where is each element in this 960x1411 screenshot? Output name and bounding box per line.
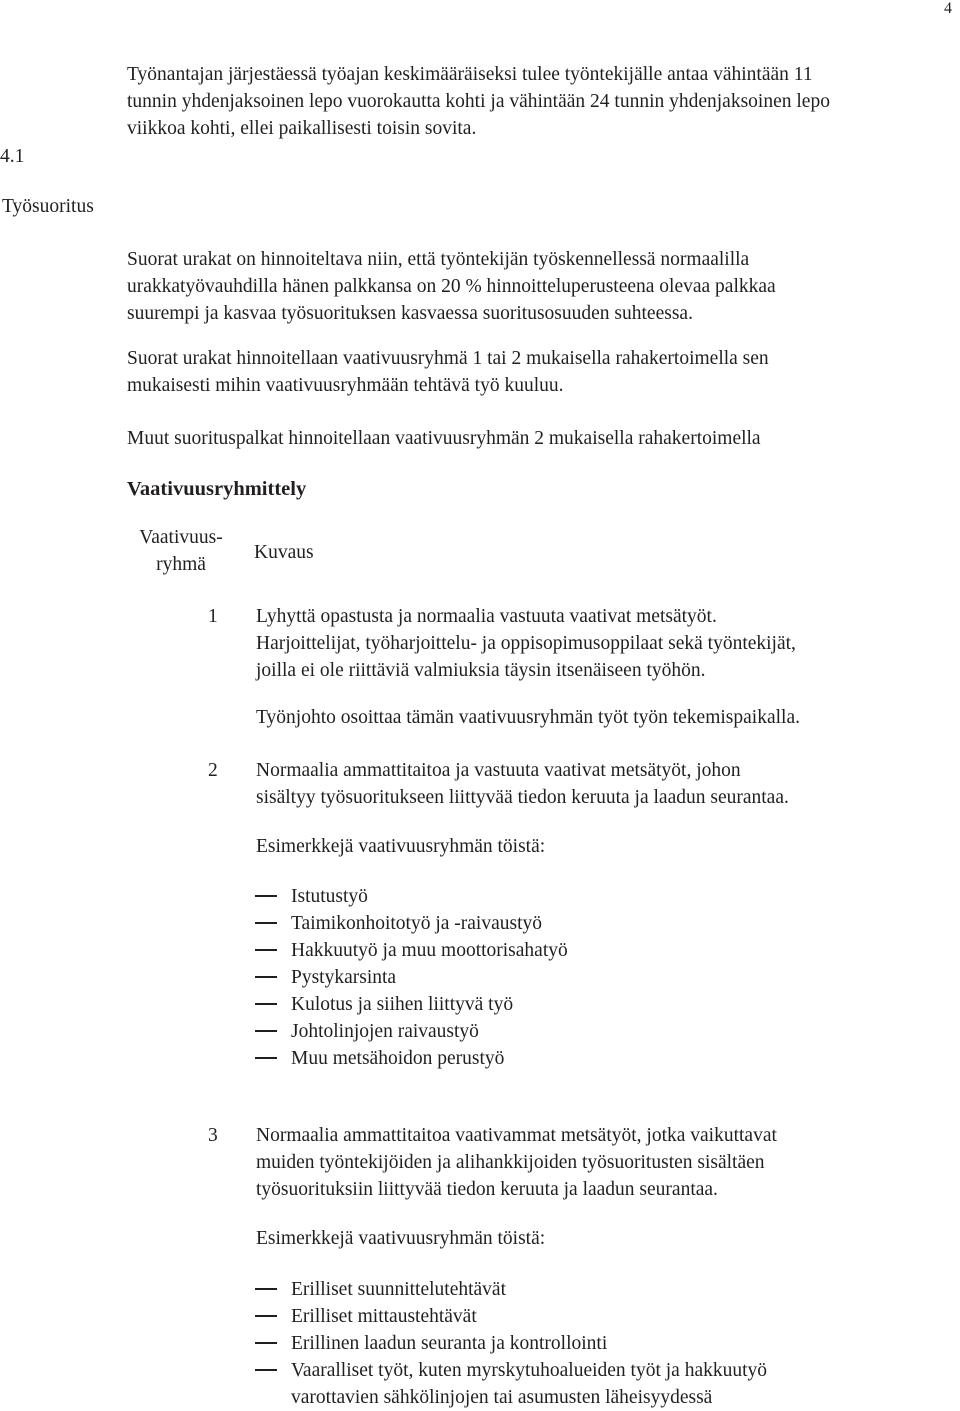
text-line: viikkoa kohti, ellei paikallisesti toisin sovita.: [127, 118, 477, 139]
group-note: Työnjohto osoittaa tämän vaativuusryhmän työt työn tekemispaikalla.: [256, 707, 800, 728]
examples-label: Esimerkkejä vaativuusryhmän töistä:: [256, 836, 546, 857]
list-item: Erillinen laadun seuranta ja kontrollointi: [255, 1330, 767, 1357]
column-header-group-line: ryhmä: [156, 554, 206, 575]
page-number: 4: [944, 0, 952, 17]
paragraph-pricing: [127, 345, 927, 399]
group-description: [256, 757, 936, 811]
list-item: Istutustyö: [255, 883, 568, 910]
list-item: Erilliset suunnittelutehtävät: [255, 1276, 767, 1303]
text-line: Suorat urakat hinnoitellaan vaativuusryhmä 1 tai 2 mukaisella rahakertoimella sen: [127, 348, 769, 369]
list-item: Pystykarsinta: [255, 964, 568, 991]
text-line: Normaalia ammattitaitoa vaativammat metsätyöt, jotka vaikuttavat: [256, 1125, 777, 1146]
intro-paragraph: [127, 61, 927, 142]
list-item: Johtolinjojen raivaustyö: [255, 1018, 568, 1045]
group-description: [256, 1122, 936, 1203]
list-item: Erilliset mittaustehtävät: [255, 1303, 767, 1330]
grouping-heading: Vaativuusryhmittely: [127, 478, 307, 500]
text-line: Muut suorituspalkat hinnoitellaan vaativuusryhmän 2 mukaisella rahakertoimella: [127, 428, 761, 449]
group-description: [256, 603, 936, 684]
text-line: Normaalia ammattitaitoa ja vastuuta vaativat metsätyöt, johon: [256, 760, 741, 781]
list-item: Muu metsähoidon perustyö: [255, 1045, 568, 1072]
text-line: työsuorituksiin liittyvää tiedon keruuta ja laadun seurantaa.: [256, 1179, 718, 1200]
text-line: joilla ei ole riittäviä valmiuksia täysin itsenäiseen työhön.: [256, 660, 706, 681]
text-line: mukaisesti mihin vaativuusryhmään tehtävä työ kuuluu.: [127, 375, 564, 396]
text-line: suurempi ja kasvaa työsuorituksen kasvaessa suoritusosuuden suhteessa.: [127, 303, 693, 324]
text-line: urakkatyövauhdilla hänen palkkansa on 20 % hinnoitteluperusteena olevaa palkkaa: [127, 276, 776, 297]
list-item-continuation: varottavien sähkölinjojen tai asumusten läheisyydessä: [291, 1387, 713, 1408]
group-number: 2: [208, 760, 218, 781]
section-title: Työsuoritus: [2, 196, 94, 217]
column-header-group: [131, 524, 231, 578]
text-line: muiden työntekijöiden ja alihankkijoiden työsuoritusten sisältäen: [256, 1152, 765, 1173]
text-line: tunnin yhdenjaksoinen lepo vuorokautta kohti ja vähintään 24 tunnin yhdenjaksoinen lepo: [127, 91, 830, 112]
examples-list: [255, 1276, 767, 1411]
column-header-group-line: Vaativuus-: [139, 527, 223, 548]
examples-list: [255, 883, 568, 1072]
group-number: 3: [208, 1125, 218, 1146]
paragraph-other-pay: [127, 425, 927, 452]
group-number: 1: [208, 606, 218, 627]
text-line: Lyhyttä opastusta ja normaalia vastuuta vaativat metsätyöt.: [256, 606, 717, 627]
section-number: 4.1: [0, 146, 25, 167]
list-item: Kulotus ja siihen liittyvä työ: [255, 991, 568, 1018]
list-item: Vaaralliset työt, kuten myrskytuhoalueiden työt ja hakkuutyö: [255, 1357, 767, 1384]
paragraph-piecework: [127, 246, 927, 327]
text-line: sisältyy työsuoritukseen liittyvää tiedon keruuta ja laadun seurantaa.: [256, 787, 789, 808]
column-header-description: Kuvaus: [254, 542, 314, 563]
list-item: Hakkuutyö ja muu moottorisahatyö: [255, 937, 568, 964]
text-line: Suorat urakat on hinnoiteltava niin, että työntekijän työskennellessä normaalilla: [127, 249, 750, 270]
list-item: Taimikonhoitotyö ja -raivaustyö: [255, 910, 568, 937]
text-line: Harjoittelijat, työharjoittelu- ja oppisopimusoppilaat sekä työntekijät,: [256, 633, 796, 654]
text-line: Työnantajan järjestäessä työajan keskimääräiseksi tulee työntekijälle antaa vähintään 11: [127, 64, 813, 85]
examples-label: Esimerkkejä vaativuusryhmän töistä:: [256, 1228, 546, 1249]
